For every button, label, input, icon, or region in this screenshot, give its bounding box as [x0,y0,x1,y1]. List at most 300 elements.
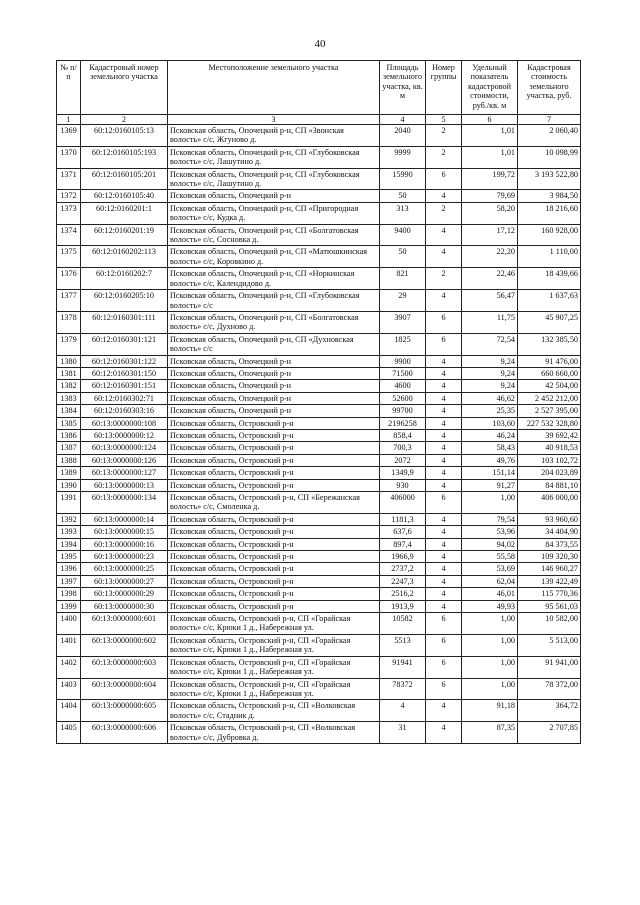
unit-rate-cell: 9,24 [462,355,518,367]
unit-rate-cell: 91,27 [462,479,518,491]
group-number-cell: 4 [426,224,462,246]
table-row [57,405,581,417]
cadastral-number-cell: 60:13:0000000:127 [81,467,168,479]
cadastral-number-cell: 60:13:0000000:13 [81,479,168,491]
cadastral-cost-cell: 103 102,72 [518,454,581,466]
column-number: 6 [462,115,518,125]
area-cell: 2072 [380,454,426,466]
area-cell: 10582 [380,613,426,635]
row-number-cell: 1386 [57,429,81,441]
table-row [57,656,581,678]
row-number-cell: 1403 [57,678,81,700]
group-number-cell: 6 [426,311,462,333]
row-number-cell: 1372 [57,190,81,202]
location-cell: Псковская область, Островский р-н [168,538,380,550]
group-number-cell: 4 [426,575,462,587]
location-cell: Псковская область, Островский р-н, СП «Горайская волость» с/с, Крюки 1 д., Набережная ул. [168,656,380,678]
column-number: 4 [380,115,426,125]
group-number-cell: 6 [426,168,462,190]
area-cell: 15990 [380,168,426,190]
group-number-cell: 4 [426,454,462,466]
cadastral-number-cell: 60:13:0000000:23 [81,551,168,563]
area-cell: 50 [380,246,426,268]
group-number-cell: 4 [426,467,462,479]
table-row [57,454,581,466]
area-cell: 78372 [380,678,426,700]
table-row [57,479,581,491]
location-cell: Псковская область, Островский р-н [168,479,380,491]
cadastral-value-table [56,60,581,744]
location-cell: Псковская область, Островский р-н [168,526,380,538]
table-row [57,513,581,525]
area-cell: 1825 [380,333,426,355]
header-location: Местоположение земельного участка [168,61,380,115]
unit-rate-cell: 46,24 [462,429,518,441]
unit-rate-cell: 79,54 [462,513,518,525]
cadastral-cost-cell: 2 060,40 [518,125,581,147]
row-number-cell: 1405 [57,722,81,744]
cadastral-cost-cell: 115 770,36 [518,588,581,600]
group-number-cell: 4 [426,405,462,417]
unit-rate-cell: 53,96 [462,526,518,538]
unit-rate-cell: 1,00 [462,656,518,678]
row-number-cell: 1387 [57,442,81,454]
cadastral-cost-cell: 39 692,42 [518,429,581,441]
header-row [57,61,581,115]
cadastral-cost-cell: 42 504,00 [518,380,581,392]
table-row [57,333,581,355]
unit-rate-cell: 56,47 [462,290,518,312]
group-number-cell: 4 [426,538,462,550]
table-row [57,563,581,575]
group-number-cell: 4 [426,479,462,491]
cadastral-cost-cell: 40 918,53 [518,442,581,454]
group-number-cell: 6 [426,656,462,678]
cadastral-cost-cell: 3 193 522,80 [518,168,581,190]
group-number-cell: 6 [426,678,462,700]
cadastral-cost-cell: 132 385,50 [518,333,581,355]
cadastral-number-cell: 60:12:0160105:40 [81,190,168,202]
area-cell: 2247,3 [380,575,426,587]
table-row [57,190,581,202]
location-cell: Псковская область, Опочецкий р-н, СП «Звонская волость» с/с, Жгуново д. [168,125,380,147]
unit-rate-cell: 11,75 [462,311,518,333]
cadastral-number-cell: 60:13:0000000:605 [81,700,168,722]
group-number-cell: 4 [426,600,462,612]
cadastral-number-cell: 60:13:0000000:30 [81,600,168,612]
cadastral-cost-cell: 227 532 328,80 [518,417,581,429]
group-number-cell: 4 [426,290,462,312]
location-cell: Псковская область, Островский р-н, СП «Волковская волость» с/с, Дубровка д. [168,722,380,744]
table-row [57,538,581,550]
cadastral-cost-cell: 139 422,49 [518,575,581,587]
table-row [57,290,581,312]
area-cell: 52600 [380,392,426,404]
row-number-cell: 1396 [57,563,81,575]
area-cell: 50 [380,190,426,202]
row-number-cell: 1399 [57,600,81,612]
table-row [57,125,581,147]
row-number-cell: 1369 [57,125,81,147]
group-number-cell: 2 [426,202,462,224]
location-cell: Псковская область, Островский р-н [168,429,380,441]
row-number-cell: 1391 [57,492,81,514]
area-cell: 5513 [380,634,426,656]
location-cell: Псковская область, Островский р-н, СП «Горайская волость» с/с, Крюки 1 д., Набережная ул. [168,634,380,656]
row-number-cell: 1400 [57,613,81,635]
unit-rate-cell: 49,93 [462,600,518,612]
cadastral-cost-cell: 18 439,66 [518,268,581,290]
row-number-cell: 1370 [57,146,81,168]
unit-rate-cell: 1,01 [462,146,518,168]
cadastral-cost-cell: 660 660,00 [518,367,581,379]
group-number-cell: 6 [426,613,462,635]
cadastral-number-cell: 60:12:0160302:71 [81,392,168,404]
group-number-cell: 4 [426,700,462,722]
column-number: 3 [168,115,380,125]
row-number-cell: 1378 [57,311,81,333]
location-cell: Псковская область, Опочецкий р-н, СП «Глубоковская волость» с/с [168,290,380,312]
group-number-cell: 6 [426,634,462,656]
cadastral-number-cell: 60:12:0160105:201 [81,168,168,190]
cadastral-number-cell: 60:13:0000000:108 [81,417,168,429]
unit-rate-cell: 91,18 [462,700,518,722]
area-cell: 29 [380,290,426,312]
location-cell: Псковская область, Островский р-н, СП «Волковская волость» с/с, Стадник д. [168,700,380,722]
row-number-cell: 1371 [57,168,81,190]
cadastral-number-cell: 60:13:0000000:29 [81,588,168,600]
location-cell: Псковская область, Островский р-н [168,417,380,429]
location-cell: Псковская область, Опочецкий р-н, СП «Глубоковская волость» с/с, Лашутино д. [168,168,380,190]
location-cell: Псковская область, Опочецкий р-н [168,190,380,202]
group-number-cell: 4 [426,588,462,600]
area-cell: 1913,9 [380,600,426,612]
unit-rate-cell: 58,20 [462,202,518,224]
unit-rate-cell: 1,00 [462,634,518,656]
cadastral-number-cell: 60:13:0000000:25 [81,563,168,575]
unit-rate-cell: 103,60 [462,417,518,429]
area-cell: 1349,9 [380,467,426,479]
cadastral-cost-cell: 91 941,00 [518,656,581,678]
cadastral-cost-cell: 95 561,03 [518,600,581,612]
column-number: 1 [57,115,81,125]
cadastral-cost-cell: 91 476,00 [518,355,581,367]
unit-rate-cell: 199,72 [462,168,518,190]
group-number-cell: 4 [426,417,462,429]
group-number-cell: 4 [426,563,462,575]
table-row [57,551,581,563]
table-row [57,311,581,333]
unit-rate-cell: 79,69 [462,190,518,202]
group-number-cell: 4 [426,246,462,268]
area-cell: 3907 [380,311,426,333]
table-row [57,146,581,168]
row-number-cell: 1379 [57,333,81,355]
row-number-cell: 1404 [57,700,81,722]
column-number: 5 [426,115,462,125]
table-row [57,268,581,290]
area-cell: 821 [380,268,426,290]
area-cell: 930 [380,479,426,491]
location-cell: Псковская область, Островский р-н [168,600,380,612]
table-row [57,380,581,392]
unit-rate-cell: 87,35 [462,722,518,744]
cadastral-cost-cell: 84 881,10 [518,479,581,491]
unit-rate-cell: 62,04 [462,575,518,587]
row-number-cell: 1384 [57,405,81,417]
unit-rate-cell: 22,20 [462,246,518,268]
unit-rate-cell: 17,12 [462,224,518,246]
table-row [57,355,581,367]
row-number-cell: 1380 [57,355,81,367]
location-cell: Псковская область, Островский р-н [168,454,380,466]
cadastral-number-cell: 60:13:0000000:134 [81,492,168,514]
row-number-cell: 1376 [57,268,81,290]
table-row [57,442,581,454]
location-cell: Псковская область, Островский р-н [168,513,380,525]
cadastral-number-cell: 60:12:0160105:13 [81,125,168,147]
table-row [57,588,581,600]
cadastral-cost-cell: 10 098,99 [518,146,581,168]
header-cost: Кадастровая стоимость земельного участка, руб. [518,61,581,115]
area-cell: 9900 [380,355,426,367]
location-cell: Псковская область, Опочецкий р-н, СП «Пригородная волость» с/с, Кудка д. [168,202,380,224]
cadastral-number-cell: 60:13:0000000:124 [81,442,168,454]
table-row [57,613,581,635]
table-row [57,392,581,404]
area-cell: 31 [380,722,426,744]
cadastral-cost-cell: 18 216,60 [518,202,581,224]
location-cell: Псковская область, Опочецкий р-н, СП «Глубоковская волость» с/с, Лашутино д. [168,146,380,168]
group-number-cell: 4 [426,355,462,367]
location-cell: Псковская область, Опочецкий р-н, СП «Болгатовская волость» с/с, Духново д. [168,311,380,333]
row-number-cell: 1395 [57,551,81,563]
cadastral-number-cell: 60:12:0160301:150 [81,367,168,379]
row-number-cell: 1377 [57,290,81,312]
area-cell: 313 [380,202,426,224]
location-cell: Псковская область, Опочецкий р-н, СП «Матюшкинская волость» с/с, Коровкино д. [168,246,380,268]
group-number-cell: 6 [426,333,462,355]
cadastral-number-cell: 60:13:0000000:604 [81,678,168,700]
group-number-cell: 2 [426,146,462,168]
cadastral-number-cell: 60:12:0160205:10 [81,290,168,312]
cadastral-cost-cell: 160 928,00 [518,224,581,246]
column-number: 2 [81,115,168,125]
area-cell: 9400 [380,224,426,246]
location-cell: Псковская область, Островский р-н [168,551,380,563]
cadastral-number-cell: 60:12:0160202:7 [81,268,168,290]
cadastral-number-cell: 60:12:0160202:113 [81,246,168,268]
cadastral-number-cell: 60:12:0160303:16 [81,405,168,417]
cadastral-number-cell: 60:13:0000000:601 [81,613,168,635]
unit-rate-cell: 72,54 [462,333,518,355]
table-body [57,125,581,744]
location-cell: Псковская область, Опочецкий р-н [168,380,380,392]
table-row [57,678,581,700]
table-row [57,467,581,479]
table-row [57,722,581,744]
cadastral-number-cell: 60:12:0160201:19 [81,224,168,246]
cadastral-cost-cell: 78 372,00 [518,678,581,700]
area-cell: 4600 [380,380,426,392]
group-number-cell: 4 [426,380,462,392]
table-row [57,224,581,246]
cadastral-number-cell: 60:13:0000000:606 [81,722,168,744]
unit-rate-cell: 53,69 [462,563,518,575]
unit-rate-cell: 94,02 [462,538,518,550]
area-cell: 858,4 [380,429,426,441]
unit-rate-cell: 22,46 [462,268,518,290]
cadastral-number-cell: 60:12:0160105:193 [81,146,168,168]
cadastral-cost-cell: 93 960,60 [518,513,581,525]
row-number-cell: 1381 [57,367,81,379]
group-number-cell: 4 [426,190,462,202]
cadastral-cost-cell: 2 452 212,00 [518,392,581,404]
cadastral-number-cell: 60:13:0000000:16 [81,538,168,550]
location-cell: Псковская область, Опочецкий р-н [168,405,380,417]
cadastral-cost-cell: 2 527 395,00 [518,405,581,417]
group-number-cell: 4 [426,526,462,538]
table-row [57,168,581,190]
unit-rate-cell: 46,01 [462,588,518,600]
cadastral-number-cell: 60:13:0000000:126 [81,454,168,466]
cadastral-number-cell: 60:13:0000000:15 [81,526,168,538]
unit-rate-cell: 9,24 [462,380,518,392]
unit-rate-cell: 151,14 [462,467,518,479]
row-number-cell: 1375 [57,246,81,268]
location-cell: Псковская область, Островский р-н [168,442,380,454]
group-number-cell: 4 [426,367,462,379]
area-cell: 4 [380,700,426,722]
cadastral-number-cell: 60:13:0000000:12 [81,429,168,441]
row-number-cell: 1389 [57,467,81,479]
location-cell: Псковская область, Островский р-н, СП «Бережанская волость» с/с, Смоленка д. [168,492,380,514]
group-number-cell: 6 [426,492,462,514]
cadastral-cost-cell: 84 373,55 [518,538,581,550]
cadastral-cost-cell: 1 110,00 [518,246,581,268]
cadastral-cost-cell: 1 637,63 [518,290,581,312]
header-group: Номер группы [426,61,462,115]
row-number-cell: 1394 [57,538,81,550]
table-row [57,429,581,441]
cadastral-number-cell: 60:12:0160301:122 [81,355,168,367]
cadastral-cost-cell: 10 582,00 [518,613,581,635]
location-cell: Псковская область, Опочецкий р-н, СП «Норкинская волость» с/с, Календидово д. [168,268,380,290]
unit-rate-cell: 49,76 [462,454,518,466]
cadastral-number-cell: 60:13:0000000:602 [81,634,168,656]
cadastral-cost-cell: 204 023,89 [518,467,581,479]
row-number-cell: 1383 [57,392,81,404]
cadastral-cost-cell: 5 513,00 [518,634,581,656]
area-cell: 1966,9 [380,551,426,563]
row-number-cell: 1373 [57,202,81,224]
area-cell: 91941 [380,656,426,678]
table-row [57,634,581,656]
location-cell: Псковская область, Опочецкий р-н, СП «Болгатовская волость» с/с, Сосновка д. [168,224,380,246]
cadastral-cost-cell: 146 960,27 [518,563,581,575]
row-number-cell: 1385 [57,417,81,429]
area-cell: 9999 [380,146,426,168]
cadastral-number-cell: 60:13:0000000:14 [81,513,168,525]
table-row [57,575,581,587]
group-number-cell: 2 [426,125,462,147]
header-area: Площадь земельного участка, кв. м [380,61,426,115]
unit-rate-cell: 9,24 [462,367,518,379]
area-cell: 406000 [380,492,426,514]
row-number-cell: 1397 [57,575,81,587]
cadastral-cost-cell: 406 000,00 [518,492,581,514]
table-row [57,492,581,514]
area-cell: 2516,2 [380,588,426,600]
unit-rate-cell: 1,00 [462,678,518,700]
group-number-cell: 2 [426,268,462,290]
group-number-cell: 4 [426,392,462,404]
row-number-cell: 1382 [57,380,81,392]
row-number-cell: 1401 [57,634,81,656]
area-cell: 99700 [380,405,426,417]
cadastral-cost-cell: 109 320,30 [518,551,581,563]
row-number-cell: 1390 [57,479,81,491]
cadastral-number-cell: 60:12:0160301:121 [81,333,168,355]
unit-rate-cell: 46,62 [462,392,518,404]
row-number-cell: 1398 [57,588,81,600]
row-number-cell: 1392 [57,513,81,525]
location-cell: Псковская область, Островский р-н, СП «Горайская волость» с/с, Крюки 1 д., Набережная ул. [168,613,380,635]
group-number-cell: 4 [426,513,462,525]
cadastral-cost-cell: 34 404,90 [518,526,581,538]
unit-rate-cell: 55,58 [462,551,518,563]
group-number-cell: 4 [426,551,462,563]
row-number-cell: 1393 [57,526,81,538]
table-row [57,246,581,268]
unit-rate-cell: 1,00 [462,492,518,514]
unit-rate-cell: 25,35 [462,405,518,417]
unit-rate-cell: 1,01 [462,125,518,147]
cadastral-number-cell: 60:13:0000000:27 [81,575,168,587]
cadastral-cost-cell: 364,72 [518,700,581,722]
group-number-cell: 4 [426,442,462,454]
table-row [57,600,581,612]
area-cell: 2040 [380,125,426,147]
table-row [57,202,581,224]
location-cell: Псковская область, Опочецкий р-н, СП «Духновская волость» с/с [168,333,380,355]
group-number-cell: 4 [426,722,462,744]
table-row [57,526,581,538]
row-number-cell: 1402 [57,656,81,678]
location-cell: Псковская область, Островский р-н [168,467,380,479]
cadastral-number-cell: 60:13:0000000:603 [81,656,168,678]
unit-rate-cell: 1,00 [462,613,518,635]
cadastral-number-cell: 60:12:0160201:1 [81,202,168,224]
header-rate: Удельный показатель кадастровой стоимости, руб./кв. м [462,61,518,115]
area-cell: 897,4 [380,538,426,550]
page-number: 40 [314,38,326,50]
row-number-cell: 1388 [57,454,81,466]
location-cell: Псковская область, Островский р-н, СП «Горайская волость» с/с, Крюки 1 д., Набережная ул. [168,678,380,700]
cadastral-cost-cell: 3 984,50 [518,190,581,202]
area-cell: 700,3 [380,442,426,454]
group-number-cell: 4 [426,429,462,441]
table-row [57,700,581,722]
cadastral-cost-cell: 45 907,25 [518,311,581,333]
header-cadastral-number: Кадастровый номер земельного участка [81,61,168,115]
area-cell: 71500 [380,367,426,379]
location-cell: Псковская область, Островский р-н [168,575,380,587]
row-number-cell: 1374 [57,224,81,246]
location-cell: Псковская область, Островский р-н [168,563,380,575]
column-number-row [57,115,581,125]
area-cell: 1181,3 [380,513,426,525]
